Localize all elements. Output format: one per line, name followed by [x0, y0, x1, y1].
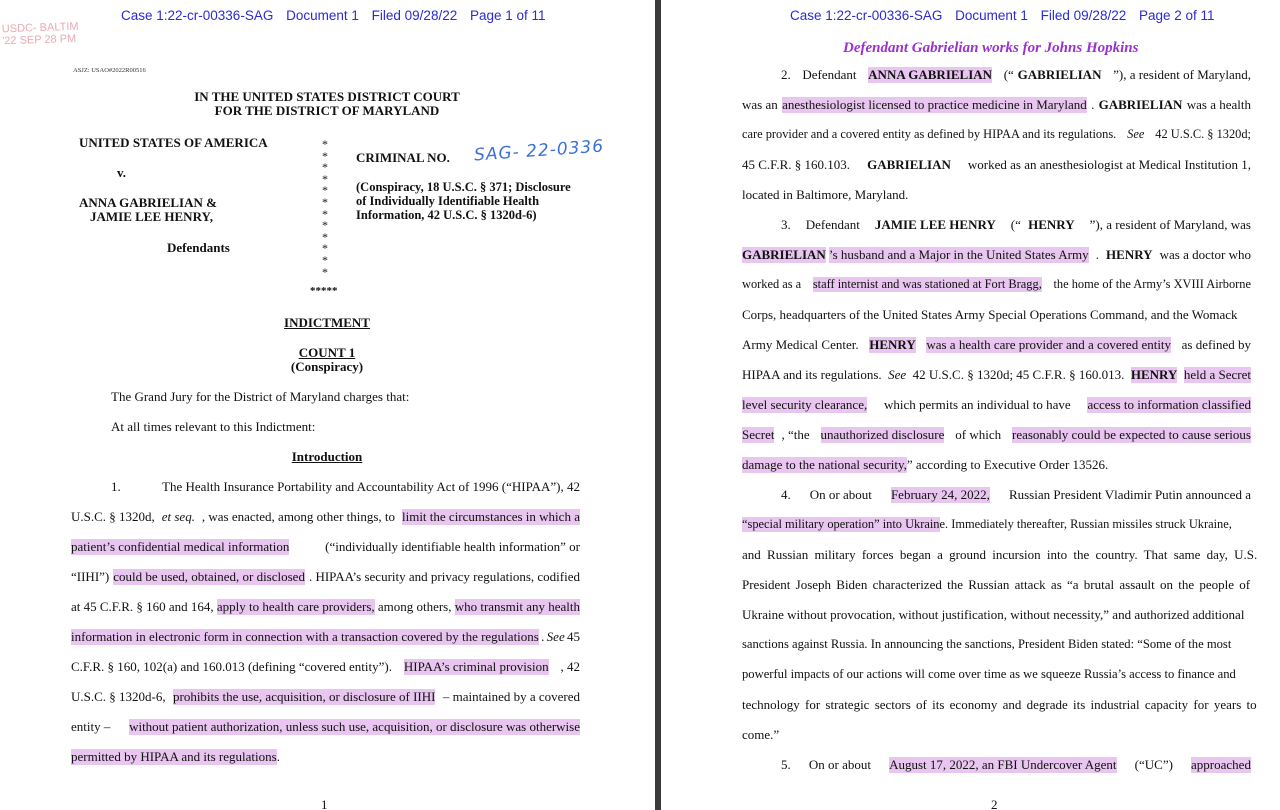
- charges-block: [356, 180, 571, 222]
- caption-star: *: [322, 148, 328, 163]
- text-run: et seq.: [161, 509, 195, 524]
- paragraph-3-line: [742, 277, 1251, 292]
- paragraph-number: 4.: [781, 487, 791, 502]
- text-run: HENRY: [1028, 217, 1075, 232]
- paragraph-3-line: [742, 367, 1251, 383]
- count-title: COUNT 1: [298, 345, 356, 360]
- court-title-line: IN THE UNITED STATES DISTRICT COURT: [194, 89, 460, 104]
- text-run: among others,: [377, 599, 452, 614]
- paragraph-2-line: [742, 97, 1251, 113]
- paragraph-number: 3.: [781, 217, 791, 232]
- filed-date: Filed 09/28/22: [1040, 8, 1127, 23]
- highlighted-text: permitted by HIPAA and its regulations: [71, 749, 277, 764]
- charges-line: Information, 42 U.S.C. § 1320d-6): [356, 208, 537, 222]
- defendant-name: JAMIE LEE HENRY,: [90, 209, 213, 224]
- paragraph-3-line: [742, 307, 1251, 323]
- highlighted-text: HIPAA’s criminal provision: [403, 659, 549, 674]
- highlighted-text: approached: [1191, 757, 1251, 772]
- text-run: HIPAA and its regulations.: [742, 367, 882, 382]
- text-run: , was enacted, among other things, to: [201, 509, 396, 524]
- paragraph-4-line: [742, 637, 1251, 652]
- handwritten-case-number: SAG- 22-0336: [473, 136, 605, 166]
- text-run: .: [1091, 97, 1095, 112]
- text-run: Defendant: [802, 67, 857, 82]
- paragraph-4-line: [742, 667, 1251, 682]
- caption-star: *: [322, 241, 328, 256]
- text-run: was a doctor who: [1159, 247, 1251, 262]
- court-title-line: FOR THE DISTRICT OF MARYLAND: [214, 103, 440, 118]
- paragraph-number: 5.: [781, 757, 791, 772]
- all-times-statement: At all times relevant to this Indictment:: [111, 419, 316, 434]
- highlighted-text: held a Secret: [1183, 367, 1251, 382]
- annotation-heading: Defendant Gabrielian works for Johns Hopkins: [843, 40, 1139, 56]
- stamp-line: '22 SEP 28 PM: [2, 32, 77, 48]
- highlighted-text: prohibits the use, acquisition, or disclosure of IIHI: [172, 689, 436, 704]
- paragraph-number: 2.: [781, 67, 791, 82]
- paragraph-4-line: [742, 727, 1251, 743]
- text-run: HENRY: [1106, 247, 1153, 262]
- highlighted-text: HENRY: [869, 337, 916, 352]
- text-run: (“individually identifiable health information” or: [325, 539, 580, 554]
- indictment-title: INDICTMENT: [284, 315, 370, 330]
- text-run: .: [1095, 247, 1099, 262]
- highlighted-text: information in electronic form in connection with a transaction covered by the regulations: [71, 629, 539, 644]
- text-run: powerful impacts of our actions will come over time as we squeeze Russia’s access to finance and: [742, 667, 1236, 681]
- paragraph-3-line: [742, 427, 1251, 443]
- text-run: U.S.C. § 1320d-6,: [71, 689, 166, 704]
- text-run: of which: [955, 427, 1002, 442]
- text-run: ” according to Executive Order 13526.: [906, 457, 1109, 472]
- text-run: located in Baltimore, Maryland.: [742, 187, 909, 202]
- highlighted-text: August 17, 2022, an FBI Undercover Agent: [889, 757, 1117, 772]
- text-run: , 42: [560, 659, 580, 674]
- charges-line: of Individually Identifiable Health: [356, 194, 540, 208]
- highlighted-text: level security clearance,: [742, 397, 868, 412]
- page-number: 1: [321, 797, 328, 810]
- text-run: 45: [567, 629, 580, 644]
- defendant-name: ANNA GABRIELIAN &: [79, 195, 217, 210]
- stamp-line: USDC- BALTIM: [1, 20, 79, 36]
- text-run: was a health: [1186, 97, 1251, 112]
- paragraph-3-line: [742, 457, 1251, 473]
- paragraph-5-line: [781, 757, 1251, 773]
- paragraph-4-line: [742, 577, 1251, 593]
- caption-star: *: [322, 171, 328, 186]
- text-run: See: [888, 367, 907, 382]
- text-run: . HIPAA’s security and privacy regulations, codified: [308, 569, 580, 584]
- highlighted-text: was a health care provider and a covered entity: [926, 337, 1172, 352]
- file-reference: ASJZ: USAO#2022R00516: [73, 67, 146, 74]
- highlighted-text: access to information classified: [1087, 397, 1251, 412]
- paragraph-1-line: [71, 629, 580, 645]
- paragraph-3-line: [742, 337, 1251, 353]
- text-run: which permits an individual to have: [884, 397, 1071, 412]
- highlighted-text: staff internist and was stationed at Fort Bragg,: [812, 277, 1042, 291]
- paragraph-1-line: [71, 719, 580, 735]
- caption-star: *: [322, 160, 328, 175]
- text-run: worked as an anesthesiologist at Medical Institution 1,: [967, 157, 1251, 172]
- paragraph-1-line: [71, 509, 580, 525]
- text-run: On or about: [809, 487, 872, 502]
- highlighted-text: who transmit any health: [454, 599, 580, 614]
- paragraph-4-line: [742, 697, 1257, 713]
- text-run: Corps, headquarters of the United States Army Special Operations Command, and the Womack: [742, 307, 1238, 322]
- highlighted-text: apply to health care providers,: [216, 599, 375, 614]
- text-run: .: [276, 749, 280, 764]
- paragraph-2-line: [742, 157, 1251, 173]
- caption-star: *: [322, 264, 328, 279]
- paragraph-2-line: [781, 67, 1251, 83]
- grand-jury-statement: The Grand Jury for the District of Maryland charges that:: [111, 389, 410, 404]
- highlighted-text: damage to the national security,: [742, 457, 907, 472]
- highlighted-text: reasonably could be expected to cause serious: [1012, 427, 1251, 442]
- count-subtitle: (Conspiracy): [290, 359, 364, 374]
- caption-star: *: [322, 137, 328, 151]
- text-run: Ukraine without provocation, without justification, without necessity,” and authorized additional: [742, 607, 1245, 622]
- paragraph-1-line: [71, 659, 580, 675]
- highlighted-text: patient’s confidential medical information: [71, 539, 290, 554]
- highlighted-text: Secret: [742, 427, 775, 442]
- text-run: was an: [742, 97, 778, 112]
- text-run: President Joseph Biden characterized the Russian attack as “a brutal assault on the people of: [742, 577, 1251, 592]
- paragraph-2-line: [742, 127, 1251, 142]
- paragraph-1-line: [71, 599, 580, 615]
- highlighted-text: “special military operation” into Ukrain: [742, 517, 940, 531]
- text-run: The Health Insurance Portability and Accountability Act of 1996 (“HIPAA”), 42: [162, 479, 580, 494]
- text-run: GABRIELIAN: [1017, 67, 1102, 82]
- highlighted-text: ’s husband and a Major in the United States Army: [829, 247, 1089, 262]
- plaintiff-name: UNITED STATES OF AMERICA: [79, 135, 268, 150]
- text-run: and Russian military forces began a ground incursion into the country. That same day, U.S.: [742, 547, 1258, 562]
- paragraph-1-line: [71, 569, 580, 585]
- criminal-no-label: CRIMINAL NO.: [356, 150, 450, 165]
- highlighted-text: HENRY: [1130, 367, 1178, 382]
- paragraph-3-line: [742, 247, 1251, 263]
- text-run: Defendant: [805, 217, 860, 232]
- document-page-2: [661, 0, 1280, 810]
- paragraph-1-line: [71, 749, 580, 765]
- caption-star: *: [322, 218, 328, 233]
- text-run: See: [1127, 127, 1145, 141]
- page-number: 2: [991, 797, 998, 810]
- caption-star: *: [322, 194, 328, 209]
- introduction-heading: Introduction: [291, 449, 363, 464]
- text-run: “IIHI”): [71, 569, 110, 584]
- caption-star-column: [322, 139, 328, 278]
- highlighted-text: could be used, obtained, or disclosed: [113, 569, 305, 584]
- paragraph-1-line: [71, 689, 580, 705]
- page-header: [790, 8, 1224, 23]
- text-run: GABRIELIAN: [867, 157, 951, 172]
- charges-line: (Conspiracy, 18 U.S.C. § 371; Disclosure: [356, 180, 571, 194]
- text-run: Russian President Vladimir Putin announced a: [1008, 487, 1251, 502]
- highlighted-text: ANNA GABRIELIAN: [868, 67, 993, 82]
- highlighted-text: limit the circumstances in which a: [401, 509, 580, 524]
- paragraph-4-line: [742, 607, 1251, 623]
- case-number: Case 1:22-cr-00336-SAG: [121, 8, 274, 23]
- text-run: (“: [1003, 67, 1014, 82]
- page-indicator: Page 2 of 11: [1138, 8, 1215, 23]
- caption-star: *: [322, 229, 328, 244]
- text-run: e. Immediately thereafter, Russian missiles struck Ukraine,: [939, 517, 1232, 531]
- caption-star: *: [322, 183, 328, 198]
- document-number: Document 1: [286, 8, 359, 23]
- text-run: 42 U.S.C. § 1320d; 45 C.F.R. § 160.013.: [912, 367, 1125, 382]
- highlighted-text: February 24, 2022,: [890, 487, 990, 502]
- text-run: the home of the Army’s XVIII Airborne: [1053, 277, 1251, 291]
- paragraph-2-line: [742, 187, 1251, 203]
- paragraph-1-line: [71, 539, 580, 555]
- text-run: GABRIELIAN: [1098, 97, 1183, 112]
- page-indicator: Page 1 of 11: [469, 8, 546, 23]
- text-run: entity –: [71, 719, 111, 734]
- highlighted-text: anesthesiologist licensed to practice medicine in Maryland: [782, 97, 1087, 112]
- text-run: ”), a resident of Maryland, was: [1089, 217, 1251, 232]
- text-run: Army Medical Center.: [742, 337, 859, 352]
- text-run: JAMIE LEE HENRY: [874, 217, 996, 232]
- paragraph-1-line: [111, 479, 580, 495]
- text-run: – maintained by a covered: [442, 689, 580, 704]
- text-run: worked as a: [742, 277, 802, 291]
- defendants-label: Defendants: [167, 240, 230, 255]
- text-run: 45 C.F.R. § 160.103.: [742, 157, 851, 172]
- highlighted-text: without patient authorization, unless such use, acquisition, or disclosure was otherwise: [129, 719, 580, 734]
- text-run: care provider and a covered entity as defined by HIPAA and its regulations.: [742, 127, 1117, 141]
- paragraph-number: 1.: [111, 479, 121, 494]
- caption-star-row: *****: [310, 285, 338, 297]
- page-header: [121, 8, 555, 23]
- paragraph-4-line: [742, 517, 1251, 532]
- document-number: Document 1: [955, 8, 1028, 23]
- court-received-stamp: [2, 21, 80, 48]
- text-run: ”), a resident of Maryland,: [1113, 67, 1251, 82]
- text-run: technology for strategic sectors of its economy and degrade its industrial capacity for years to: [742, 697, 1257, 712]
- text-run: , “the: [781, 427, 810, 442]
- text-run: as defined by: [1181, 337, 1251, 352]
- versus: v.: [117, 165, 127, 180]
- highlighted-text: GABRIELIAN: [742, 247, 826, 262]
- filed-date: Filed 09/28/22: [371, 8, 458, 23]
- text-run: (“UC”): [1134, 757, 1173, 772]
- highlighted-text: unauthorized disclosure: [820, 427, 945, 442]
- text-run: at 45 C.F.R. § 160 and 164,: [71, 599, 214, 614]
- paragraph-3-line: [781, 217, 1251, 233]
- paragraph-4-line: [781, 487, 1251, 503]
- text-run: C.F.R. § 160, 102(a) and 160.013 (defining “covered entity”).: [71, 659, 392, 674]
- text-run: sanctions against Russia. In announcing the sanctions, President Biden stated: “Some of the most: [742, 637, 1232, 651]
- paragraph-3-line: [742, 397, 1251, 413]
- text-run: 42 U.S.C. § 1320d;: [1155, 127, 1251, 141]
- court-title: [150, 90, 504, 118]
- text-run: come.”: [742, 727, 780, 742]
- caption-star: *: [322, 206, 328, 221]
- text-run: See: [546, 629, 565, 644]
- caption-star: *: [322, 252, 328, 267]
- case-number: Case 1:22-cr-00336-SAG: [790, 8, 943, 23]
- text-run: .: [541, 629, 545, 644]
- text-run: (“: [1010, 217, 1021, 232]
- text-run: On or about: [808, 757, 871, 772]
- text-run: U.S.C. § 1320d,: [71, 509, 155, 524]
- paragraph-4-line: [742, 547, 1258, 563]
